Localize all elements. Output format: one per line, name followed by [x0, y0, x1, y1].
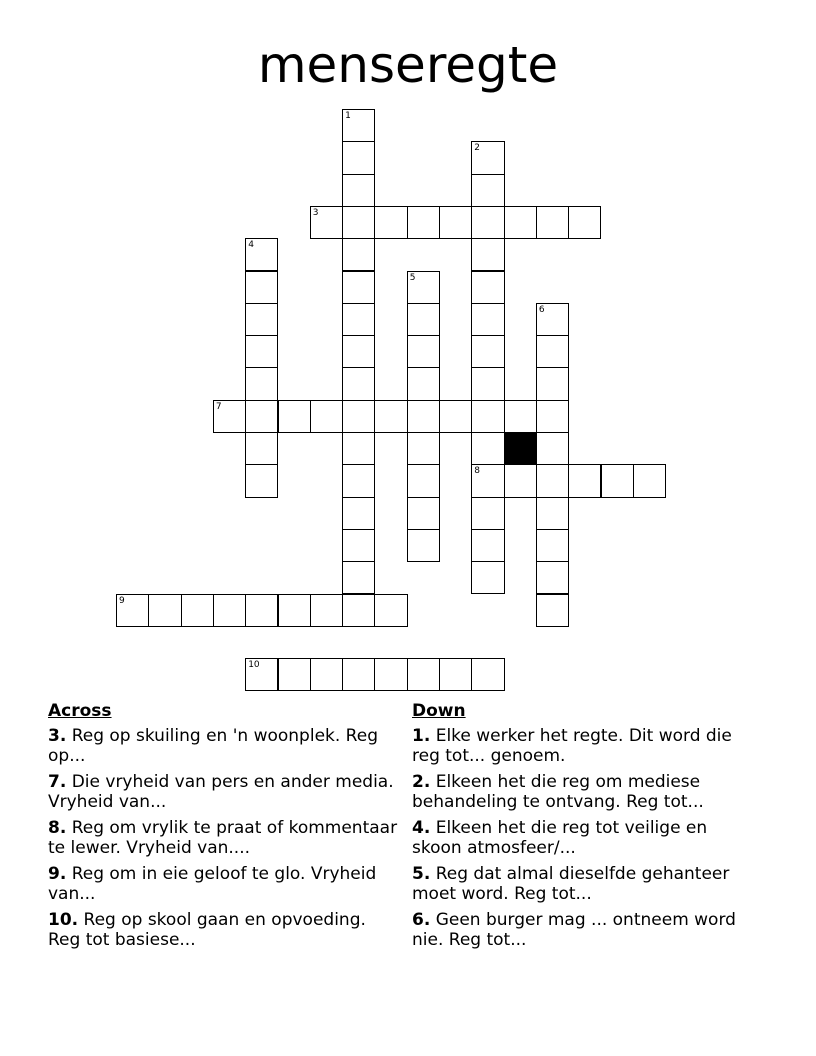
- black-cell: [504, 432, 537, 465]
- clue-number: 5.: [412, 864, 431, 884]
- grid-cell[interactable]: [310, 658, 343, 691]
- grid-cell[interactable]: [471, 464, 504, 497]
- grid-cell[interactable]: [471, 400, 504, 433]
- across-clues: [48, 700, 398, 956]
- clue-number-label: 8: [474, 466, 481, 477]
- clue-number: 7.: [48, 772, 67, 792]
- puzzle-title: menseregte: [257, 36, 559, 94]
- grid-cell[interactable]: [536, 432, 569, 465]
- grid-cell[interactable]: [213, 594, 246, 627]
- clue-text: Reg om vrylik te praat of kommentaar te lewer. Vryheid van....: [48, 818, 398, 858]
- grid-cell[interactable]: [342, 109, 375, 142]
- grid-cell[interactable]: [245, 367, 278, 400]
- grid-cell[interactable]: [245, 335, 278, 368]
- grid-cell[interactable]: [471, 174, 504, 207]
- grid-cell[interactable]: [536, 594, 569, 627]
- grid-cell[interactable]: [116, 594, 149, 627]
- clue-text: Elke werker het regte. Dit word die reg tot... genoem.: [412, 726, 732, 766]
- grid-cell[interactable]: [278, 658, 311, 691]
- grid-cell[interactable]: [471, 303, 504, 336]
- clue-number-label: 2: [474, 143, 481, 154]
- grid-cell[interactable]: [471, 529, 504, 562]
- grid-cell[interactable]: [536, 335, 569, 368]
- clue-number: 8.: [48, 818, 67, 838]
- grid-cell[interactable]: [471, 141, 504, 174]
- grid-cell[interactable]: [148, 594, 181, 627]
- grid-cell[interactable]: [342, 658, 375, 691]
- grid-cell[interactable]: [407, 335, 440, 368]
- clue-down-4: [412, 818, 762, 858]
- clue-number-label: 1: [345, 111, 351, 121]
- grid-cell[interactable]: [439, 206, 472, 239]
- clue-text: Reg om in eie geloof te glo. Vryheid van...: [48, 864, 377, 904]
- grid-cell[interactable]: [407, 303, 440, 336]
- clue-across-7: [48, 772, 398, 812]
- grid-cell[interactable]: [245, 303, 278, 336]
- grid-cell[interactable]: [342, 432, 375, 465]
- grid-cell[interactable]: [342, 367, 375, 400]
- grid-cell[interactable]: [536, 206, 569, 239]
- grid-cell[interactable]: [342, 497, 375, 530]
- grid-cell[interactable]: [407, 400, 440, 433]
- grid-cell[interactable]: [278, 400, 311, 433]
- grid-cell[interactable]: [504, 206, 537, 239]
- grid-cell[interactable]: [245, 658, 278, 691]
- grid-cell[interactable]: [213, 400, 246, 433]
- grid-cell[interactable]: [342, 303, 375, 336]
- grid-cell[interactable]: [342, 529, 375, 562]
- grid-cell[interactable]: [536, 561, 569, 594]
- grid-cell[interactable]: [310, 594, 343, 627]
- grid-cell[interactable]: [471, 432, 504, 465]
- grid-cell[interactable]: [374, 400, 407, 433]
- clue-number: 4.: [412, 818, 431, 838]
- grid-cell[interactable]: [342, 174, 375, 207]
- grid-cell[interactable]: [342, 464, 375, 497]
- grid-cell[interactable]: [407, 497, 440, 530]
- clue-text: Reg op skuiling en 'n woonplek. Reg op...: [48, 726, 378, 766]
- clue-down-2: [412, 772, 762, 812]
- clue-across-9: [48, 864, 398, 904]
- clue-number-label: 6: [538, 304, 545, 315]
- grid-cell[interactable]: [407, 432, 440, 465]
- clue-across-3: [48, 726, 398, 766]
- grid-cell[interactable]: [342, 271, 375, 304]
- grid-cell[interactable]: [439, 400, 472, 433]
- clue-text: Elkeen het die reg om mediese behandeling te ontvang. Reg tot...: [412, 772, 704, 812]
- clue-number-label: 5: [409, 272, 416, 283]
- grid-cell[interactable]: [245, 594, 278, 627]
- clue-number-label: 4: [248, 240, 254, 251]
- grid-cell[interactable]: [407, 367, 440, 400]
- grid-cell[interactable]: [407, 464, 440, 497]
- grid-cell[interactable]: [471, 335, 504, 368]
- grid-cell[interactable]: [407, 271, 440, 304]
- grid-cell[interactable]: [407, 658, 440, 691]
- grid-cell[interactable]: [374, 206, 407, 239]
- down-clues: [412, 700, 762, 956]
- clue-down-1: [412, 726, 762, 766]
- grid-cell[interactable]: [181, 594, 214, 627]
- grid-cell[interactable]: [342, 561, 375, 594]
- clue-text: Reg op skool gaan en opvoeding. Reg tot basiese...: [48, 910, 366, 950]
- clue-number: 2.: [412, 772, 431, 792]
- grid-cell[interactable]: [504, 400, 537, 433]
- grid-cell[interactable]: [342, 206, 375, 239]
- clue-across-8: [48, 818, 398, 858]
- grid-cell[interactable]: [342, 594, 375, 627]
- clue-number: 3.: [48, 726, 67, 746]
- grid-cell[interactable]: [471, 658, 504, 691]
- grid-cell[interactable]: [536, 529, 569, 562]
- clue-number-label: 7: [215, 401, 222, 412]
- grid-cell[interactable]: [374, 594, 407, 627]
- grid-cell[interactable]: [568, 206, 601, 239]
- grid-cell[interactable]: [342, 335, 375, 368]
- grid-cell[interactable]: [374, 658, 407, 691]
- clue-down-5: [412, 864, 762, 904]
- grid-cell[interactable]: [504, 464, 537, 497]
- clue-text: Geen burger mag ... ontneem word nie. Reg tot...: [412, 910, 736, 950]
- grid-cell[interactable]: [536, 497, 569, 530]
- grid-cell[interactable]: [245, 238, 278, 271]
- grid-cell[interactable]: [342, 238, 375, 271]
- grid-cell[interactable]: [536, 367, 569, 400]
- grid-cell[interactable]: [245, 271, 278, 304]
- grid-cell[interactable]: [439, 658, 472, 691]
- clue-text: Reg dat almal dieselfde gehanteer moet word. Reg tot...: [412, 864, 730, 904]
- grid-cell[interactable]: [471, 238, 504, 271]
- grid-cell[interactable]: [471, 271, 504, 304]
- clue-number-label: 9: [119, 595, 125, 606]
- grid-cell[interactable]: [471, 497, 504, 530]
- grid-cell[interactable]: [568, 464, 601, 497]
- grid-cell[interactable]: [536, 464, 569, 497]
- grid-cell[interactable]: [310, 400, 343, 433]
- grid-cell[interactable]: [245, 464, 278, 497]
- grid-cell[interactable]: [471, 561, 504, 594]
- clue-text: Die vryheid van pers en ander media. Vryheid van...: [48, 772, 394, 812]
- clue-down-6: [412, 910, 762, 950]
- grid-cell[interactable]: [536, 400, 569, 433]
- grid-cell[interactable]: [278, 594, 311, 627]
- grid-cell[interactable]: [245, 432, 278, 465]
- clue-number: 1.: [412, 726, 431, 746]
- clue-number: 10.: [48, 910, 79, 930]
- grid-cell[interactable]: [407, 529, 440, 562]
- clue-number-label: 10: [248, 660, 260, 671]
- grid-cell[interactable]: [310, 206, 343, 239]
- clue-across-10: [48, 910, 398, 950]
- grid-cell[interactable]: [471, 367, 504, 400]
- clue-number: 9.: [48, 864, 67, 884]
- grid-cell[interactable]: [601, 464, 634, 497]
- grid-cell[interactable]: [536, 303, 569, 336]
- across-heading: Across: [48, 701, 112, 721]
- clue-number-label: 3: [312, 207, 319, 218]
- clue-text: Elkeen het die reg tot veilige en skoon atmosfeer/...: [412, 818, 708, 858]
- grid-cell[interactable]: [245, 400, 278, 433]
- grid-cell[interactable]: [342, 141, 375, 174]
- grid-cell[interactable]: [407, 206, 440, 239]
- grid-cell[interactable]: [342, 400, 375, 433]
- down-heading: Down: [412, 701, 466, 721]
- grid-cell[interactable]: [471, 206, 504, 239]
- grid-cell[interactable]: [633, 464, 666, 497]
- clue-number: 6.: [412, 910, 431, 930]
